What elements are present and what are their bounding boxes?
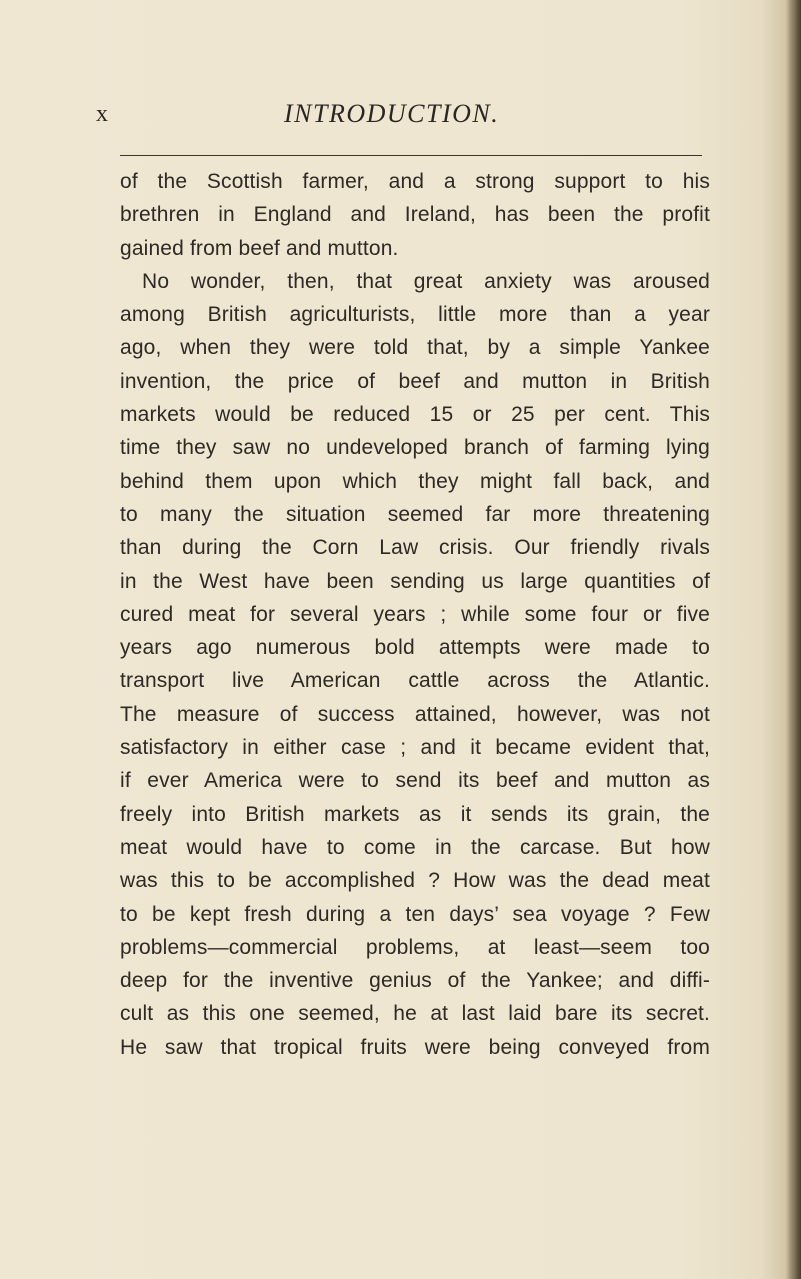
page-header <box>96 92 708 136</box>
text-line: freely into British markets as it sends its grain, the <box>120 802 710 826</box>
text-line: gained from beef and mutton. <box>120 236 399 260</box>
page-edge-shadow <box>787 0 801 1279</box>
text-line: meat would have to come in the carcase. But how <box>120 835 710 859</box>
text-line: to be kept fresh during a ten days’ sea voyage ? Few <box>120 902 710 926</box>
text-line: cured meat for several years ; while some four or five <box>120 602 710 626</box>
text-line: problems—commercial problems, at least—seem too <box>120 935 710 959</box>
text-line: behind them upon which they might fall back, and <box>120 469 710 493</box>
text-line: No wonder, then, that great anxiety was aroused <box>142 269 710 293</box>
text-line: if ever America were to send its beef and mutton as <box>120 769 710 793</box>
text-line: to many the situation seemed far more threatening <box>120 502 710 526</box>
text-line: transport live American cattle across the Atlantic. <box>120 669 710 693</box>
text-line: He saw that tropical fruits were being conveyed from <box>120 1035 710 1059</box>
text-line: than during the Corn Law crisis. Our friendly rivals <box>120 536 710 560</box>
text-line: in the West have been sending us large quantities of <box>120 569 710 593</box>
text-line: years ago numerous bold attempts were made to <box>120 636 710 660</box>
text-line: brethren in England and Ireland, has been the profit <box>120 203 710 227</box>
text-line: invention, the price of beef and mutton in British <box>120 369 710 393</box>
text-line: deep for the inventive genius of the Yankee; and diffi- <box>120 969 710 993</box>
body-text <box>120 165 710 1064</box>
text-line: of the Scottish farmer, and a strong support to his <box>120 170 710 193</box>
running-head: INTRODUCTION. <box>284 99 500 128</box>
text-line: The measure of success attained, however, was not <box>120 702 710 726</box>
header-rule <box>120 155 702 156</box>
text-line: satisfactory in either case ; and it became evident that, <box>120 736 710 760</box>
page-number: x <box>96 101 109 127</box>
text-line: ago, when they were told that, by a simple Yankee <box>120 336 710 360</box>
text-line: cult as this one seemed, he at last laid bare its secret. <box>120 1002 710 1026</box>
text-line: among British agriculturists, little more than a year <box>120 303 710 327</box>
text-line: markets would be reduced 15 or 25 per cent. This <box>120 403 710 427</box>
text-line: time they saw no undeveloped branch of farming lying <box>120 436 710 460</box>
text-line: was this to be accomplished ? How was the dead meat <box>120 869 710 893</box>
